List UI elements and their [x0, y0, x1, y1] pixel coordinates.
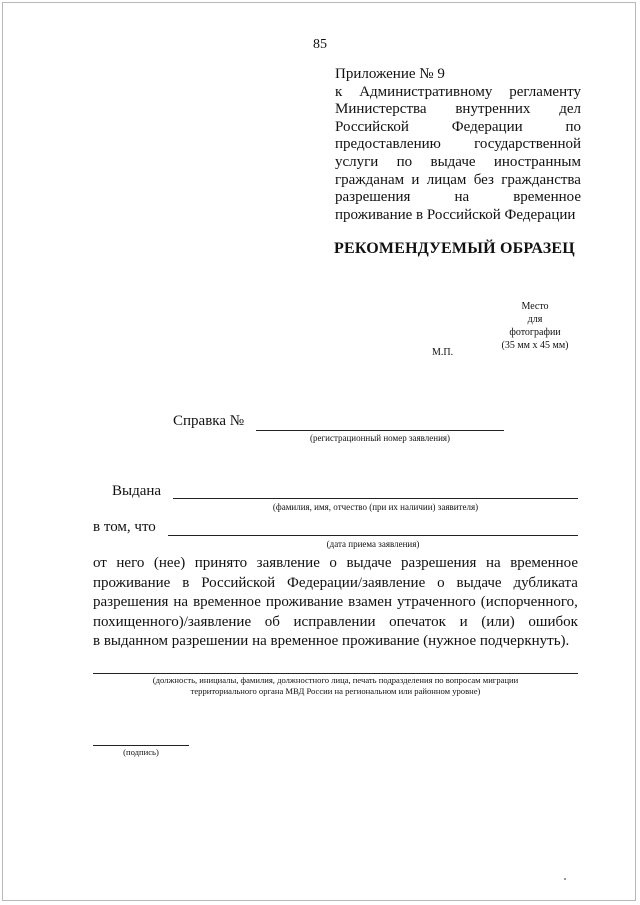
statement-word: временное: [510, 555, 578, 571]
statement-word: в: [182, 574, 190, 591]
appendix-word: Российской: [335, 118, 409, 135]
statement-word: (или): [481, 613, 515, 630]
appendix-line: [335, 154, 581, 172]
statement-word: опечаток: [389, 613, 446, 630]
statement-word: заявление: [256, 555, 320, 571]
statement-line: [93, 554, 578, 574]
appendix-word: государственной: [474, 136, 581, 153]
appendix-word: разрешения: [335, 189, 411, 206]
official-caption: [93, 675, 578, 697]
photo-line-place: Место: [521, 301, 549, 312]
appendix-word: гражданам: [335, 171, 405, 188]
appendix-word: временное: [513, 189, 581, 206]
appendix-word: выдаче: [430, 153, 476, 170]
statement-word: на: [485, 555, 501, 571]
official-line[interactable]: [93, 673, 578, 674]
appendix-line: [335, 119, 581, 137]
statement-word: исправлении: [293, 613, 376, 630]
appendix-word: Министерства: [335, 101, 427, 118]
statement-line: [93, 593, 578, 613]
statement-word: от: [93, 555, 107, 571]
statement-word: (нее): [153, 555, 186, 571]
certificate-number-line[interactable]: [256, 430, 504, 431]
appendix-word: внутренних: [455, 101, 531, 118]
application-date-line[interactable]: [168, 535, 578, 536]
certificate-label: Справка №: [173, 413, 245, 429]
appendix-word: на: [454, 189, 470, 206]
statement-word: (испорченного,: [480, 594, 578, 610]
appendix-word: к: [335, 83, 343, 100]
statement-word: выдаче: [456, 574, 502, 591]
statement-word: взамен: [348, 594, 392, 610]
statement-line: [93, 613, 578, 633]
appendix-word: Федерации: [451, 118, 523, 135]
statement-word: проживание: [265, 594, 344, 610]
certificate-number-caption: (регистрационный номер заявления): [309, 433, 451, 443]
appendix-line: [335, 189, 581, 207]
sample-title: РЕКОМЕНДУЕМЫЙ ОБРАЗЕЦ: [334, 240, 575, 257]
statement-word: Федерации/заявление: [287, 574, 426, 591]
scan-dot: [564, 878, 566, 880]
appendix-word: Административному: [359, 83, 493, 100]
appendix-line: [335, 136, 581, 154]
applicant-name-caption: (фамилия, имя, отчество (при их наличии) заявителя): [272, 502, 479, 512]
statement-word: принято: [194, 555, 248, 571]
statement-word: выдаче: [346, 555, 392, 571]
issued-label: Выдана: [112, 483, 162, 499]
stamp-label: М.П.: [432, 347, 454, 358]
statement-word: Российской: [201, 574, 276, 591]
statement-word: временное: [193, 594, 261, 610]
appendix-line: [335, 172, 581, 190]
appendix-word: по: [565, 118, 581, 135]
photo-placeholder: [490, 300, 580, 352]
appendix-word: гражданства: [501, 171, 581, 188]
statement-word: дубликата: [513, 574, 578, 591]
statement-line: в выданном разрешении на временное проживание (нужное подчеркнуть).: [93, 633, 570, 649]
photo-line-size: (35 мм х 45 мм): [501, 340, 569, 351]
statement-word: на: [173, 594, 189, 610]
appendix-line: [335, 101, 581, 119]
appendix-word: регламенту: [509, 83, 581, 100]
statement-text: [93, 554, 578, 652]
appendix-word: без: [473, 171, 494, 188]
official-caption-line-2: территориального органа МВД России на региональном или районном уровне): [190, 686, 481, 696]
statement-line: [93, 574, 578, 594]
appendix-word: лицам: [426, 171, 467, 188]
statement-word: утраченного: [396, 594, 476, 610]
statement-word: ошибок: [528, 613, 578, 630]
appendix-line: [335, 84, 581, 102]
statement-word: о: [329, 555, 337, 571]
appendix-header: [335, 66, 581, 224]
appendix-word: по: [396, 153, 413, 170]
statement-word: разрешения: [93, 594, 169, 610]
statement-word: разрешения: [401, 555, 477, 571]
application-date-caption: (дата приема заявления): [326, 539, 420, 549]
date-label: в том, что: [93, 519, 156, 535]
photo-line-photo: фотографии: [509, 327, 561, 338]
statement-word: об: [264, 613, 280, 630]
statement-word: и: [459, 613, 468, 630]
statement-word: о: [437, 574, 445, 591]
official-caption-line-1: (должность, инициалы, фамилия, должностного лица, печать подразделения по вопросам миграции: [152, 675, 519, 685]
appendix-word: дел: [559, 101, 581, 118]
appendix-line: Приложение № 9: [335, 66, 445, 82]
appendix-word: услуги: [335, 153, 379, 170]
appendix-word: иностранным: [493, 153, 581, 170]
photo-line-for: для: [527, 314, 543, 325]
appendix-word: предоставлению: [335, 136, 441, 153]
appendix-word: и: [411, 171, 420, 188]
signature-line[interactable]: [93, 745, 189, 746]
appendix-line: проживание в Российской Федерации: [335, 206, 576, 223]
signature-caption: (подпись): [123, 747, 159, 757]
statement-word: проживание: [93, 574, 171, 591]
statement-word: похищенного)/заявление: [93, 613, 252, 630]
page-number: 85: [313, 37, 327, 52]
statement-word: него: [116, 555, 145, 571]
applicant-name-line[interactable]: [173, 498, 578, 499]
